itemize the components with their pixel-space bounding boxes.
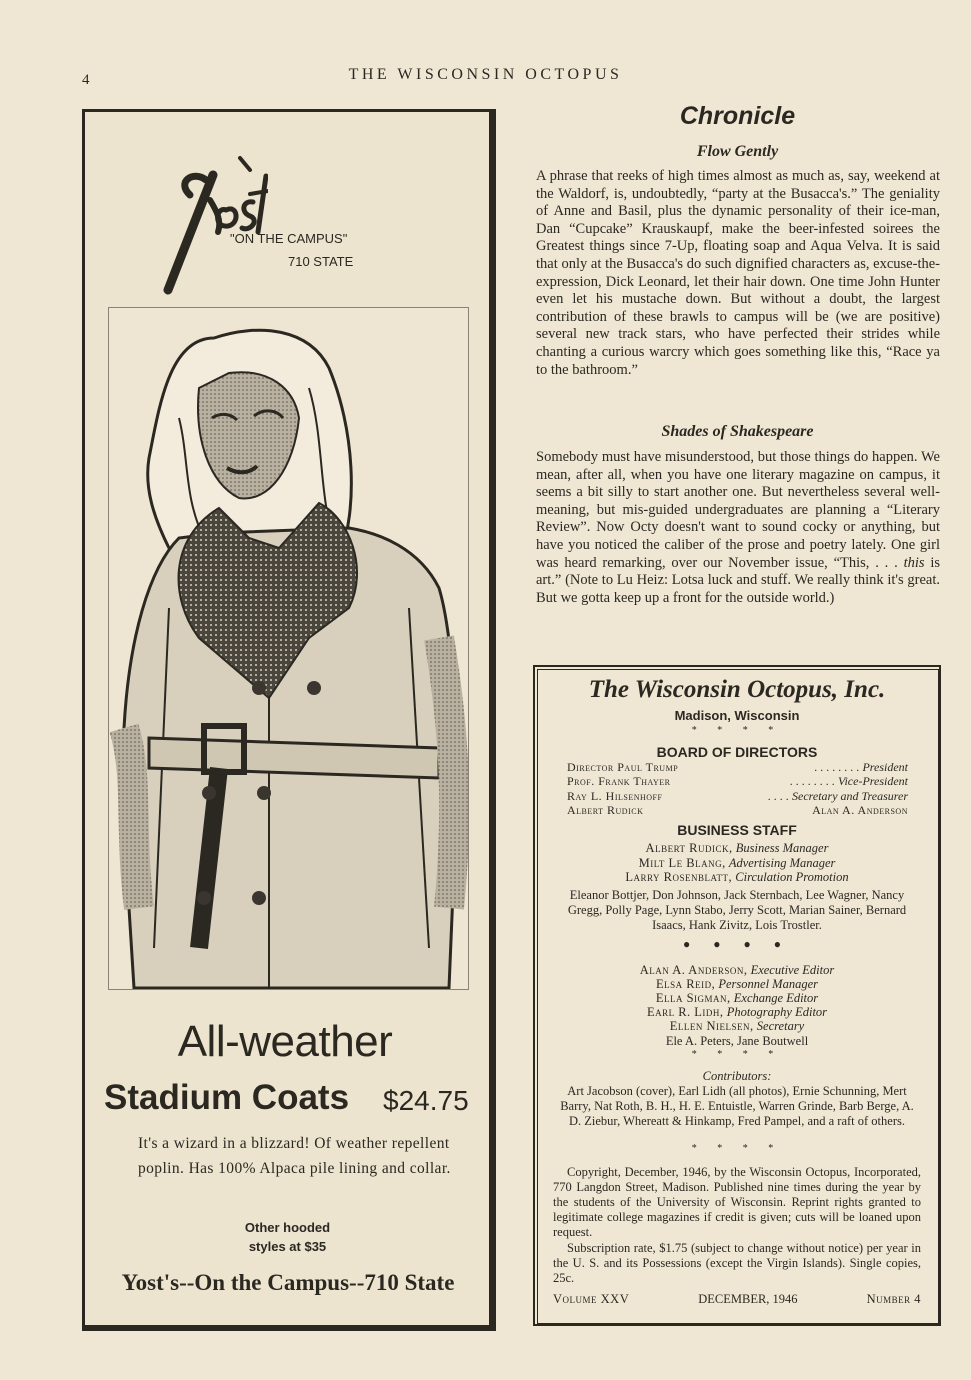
ad-other-styles <box>200 1218 375 1256</box>
board-name: Albert Rudick <box>567 803 644 817</box>
board-role: . . . . . . . . Vice-President <box>790 774 908 788</box>
board-role: . . . . . . . . President <box>814 760 908 774</box>
editor-name: Ella Sigman, <box>655 991 731 1005</box>
editor-role: Photography Editor <box>726 1005 828 1019</box>
staff-line <box>535 870 939 885</box>
staff-name: Milt Le Blang, <box>638 856 726 870</box>
stars-divider: * * * * <box>691 725 783 736</box>
yosts-logo <box>118 140 268 300</box>
board-row <box>567 789 908 804</box>
copyright-notice: Copyright, December, 1946, by the Wisconsin Octopus, Incorporated, 770 Langdon Street, Madison. Published nine times during the year by the students of the University of Wisconsin. Reprint rights granted to legitimate college magazines if credit is given; cuts will be loaned upon request. <box>553 1165 921 1239</box>
ad-footer: Yost's--On the Campus--710 State <box>121 1270 455 1295</box>
staff-role: Advertising Manager <box>728 856 836 870</box>
ad-other-line2: styles at $35 <box>248 1239 327 1254</box>
editor-line <box>535 1019 939 1034</box>
staff-role: Circulation Promotion <box>735 870 849 884</box>
editor-line <box>535 977 939 992</box>
ad-tagline: "ON THE CAMPUS" <box>230 231 348 246</box>
section-title-flow-gently: Flow Gently <box>696 143 779 160</box>
staff-line <box>535 841 939 856</box>
board-role: . . . . Secretary and Treasurer <box>768 789 908 803</box>
board-row <box>567 760 908 775</box>
ad-headline: All-weather <box>177 1017 393 1066</box>
ad-address: 710 STATE <box>288 254 354 269</box>
board-row <box>567 803 908 818</box>
subscription-notice: Subscription rate, $1.75 (subject to change without notice) per year in the U. S. and its Possessions (except the Virgin Islands). Single copies, 25c. <box>553 1241 921 1285</box>
issue-date: DECEMBER, 1946 <box>698 1292 798 1306</box>
board-name: Prof. Frank Thayer <box>567 774 671 788</box>
section-title-shades: Shades of Shakespeare <box>661 423 814 440</box>
stars-divider: * * * * <box>691 1143 783 1154</box>
masthead-title: The Wisconsin Octopus, Inc. <box>588 676 886 703</box>
issue-info <box>553 1292 921 1307</box>
board-name: Director Paul Trump <box>567 760 679 774</box>
shades-text-part-b: is art.” (Note to Lu Heiz: Lotsa luck and stuff. We really think it's great. But we gotta keep up a front for the outside world.) <box>536 554 941 606</box>
staff-line <box>535 856 939 871</box>
dots-divider: ● ● ● ● <box>683 937 791 951</box>
editor-role: Executive Editor <box>750 963 835 977</box>
staff-names: Eleanor Bottjer, Don Johnson, Jack Sternbach, Lee Wagner, Nancy Gregg, Polly Page, Lynn Stabo, Jerry Scott, Marian Sainer, Bernard Isaacs, Hank Zivitz, Lois Trostler. <box>567 888 907 932</box>
section-text-shades <box>536 449 940 607</box>
chronicle-title: Chronicle <box>679 102 796 130</box>
staff-title: BUSINESS STAFF <box>677 822 797 838</box>
editor-role: Exchange Editor <box>733 991 819 1005</box>
contributors-title: Contributors: <box>702 1069 772 1083</box>
staff-name: Larry Rosenblatt, <box>625 870 733 884</box>
staff-name: Albert Rudick, <box>645 841 733 855</box>
editor-name: Ellen Nielsen, <box>669 1019 754 1033</box>
ad-price: $24.75 <box>383 1085 469 1116</box>
editor-line <box>535 1005 939 1020</box>
board-name: Alan A. Anderson <box>812 803 908 817</box>
staff-role: Business Manager <box>735 841 829 855</box>
volume: Volume XXV <box>553 1292 630 1306</box>
magazine-header-title: THE WISCONSIN OCTOPUS <box>348 66 623 83</box>
stars-divider: * * * * <box>691 1049 783 1060</box>
issue-number: Number 4 <box>866 1292 921 1306</box>
ad-body-text: It's a wizard in a blizzard! Of weather repellent poplin. Has 100% Alpaca pile lining and collar. <box>138 1135 451 1177</box>
board-name: Ray L. Hilsenhoff <box>567 789 663 803</box>
board-row <box>567 774 908 789</box>
page-number: 4 <box>82 72 90 88</box>
editor-name: Elsa Reid, <box>656 977 716 991</box>
shades-text-part-a: Somebody must have misunderstood, but those things do happen. We mean, after all, when you have one literary magazine on campus, it seems a bit silly to start another one. But nevertheless several well-meaning, but mis-guided undergraduates are planning a “Literary Review”. Now Octy doesn't want to sound cocky or anything, but have you noticed the caliber of the prose and poetry lately. One girl was heard remarking, over our November issue, “This, . . . <box>536 449 940 571</box>
shades-text-emphasis: this <box>903 554 925 571</box>
ad-other-line1: Other hooded <box>244 1220 331 1235</box>
editor-name: Earl R. Lidh, <box>646 1005 724 1019</box>
board-title: BOARD OF DIRECTORS <box>656 744 818 760</box>
editors-extra: Ele A. Peters, Jane Boutwell <box>665 1034 809 1048</box>
editor-role: Personnel Manager <box>718 977 818 991</box>
ad-subhead: Stadium Coats <box>104 1078 350 1117</box>
editor-line <box>535 991 939 1006</box>
masthead-location: Madison, Wisconsin <box>674 708 800 723</box>
contributors-list: Art Jacobson (cover), Earl Lidh (all photos), Ernie Schunning, Mert Barry, Nat Roth, B. H., H. E. Entuistle, Warren Grinde, Barb Berge, A. D. Ziebur, Whereatt & Hinkamp, Fred Pampel, and a raft of others. <box>560 1084 914 1128</box>
coat-illustration <box>108 307 469 990</box>
editor-line <box>535 963 939 978</box>
editor-name: Alan A. Anderson, <box>639 963 748 977</box>
editor-role: Secretary <box>756 1019 805 1033</box>
section-text-flow-gently: A phrase that reeks of high times almost as much as, say, weekend at the Waldorf, is, undoubtedly, “party at the Busacca's.” The geniality of Anne and Basil, plus the dynamic personality of their ice-man, Dan “Cupcake” Krauskaupf, make the beer-infested soirees the Greatest things since 7-Up, floating soap and Aqua Velva. It is said that only at the Busacca's do such dignified characters as, excuse-the-expression, Dick Leonard, let their hair down. One time John Hunter even let his mustache down. But without a doubt, the largest contribution of these brawls to campus will be (we are positive) several new track stars, who have perfected their strides while chanting a curious warcry which goes something like this, “Race ya to the bathroom.” <box>536 168 940 378</box>
